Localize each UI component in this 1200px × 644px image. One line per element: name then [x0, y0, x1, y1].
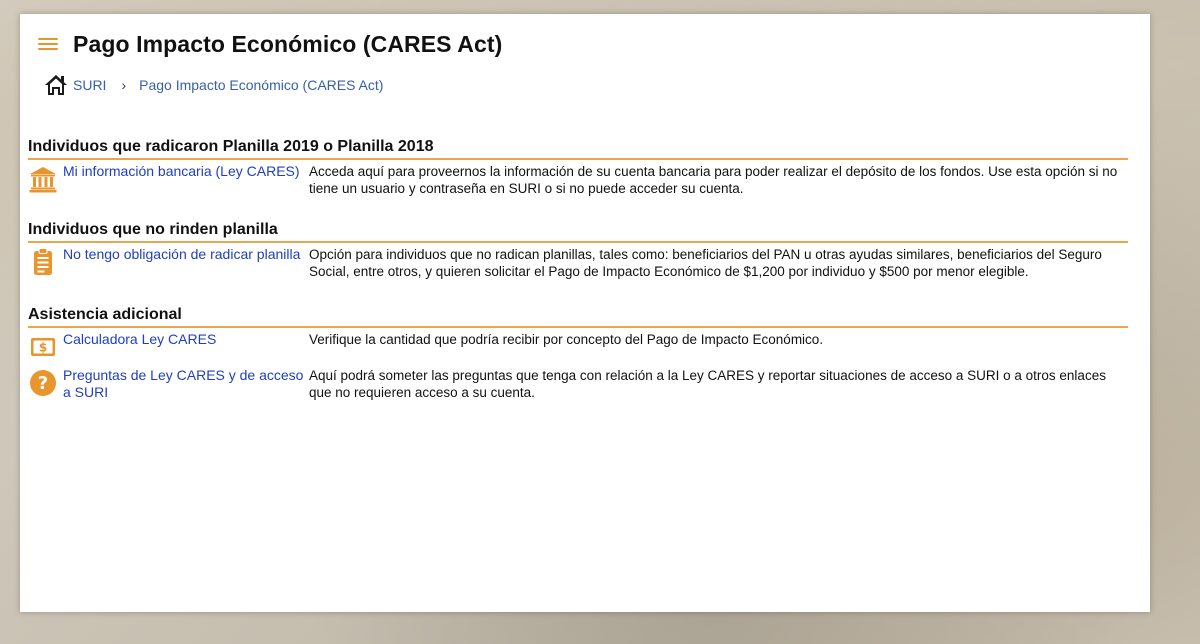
bank-info-description: Acceda aquí para proveernos la información de su cuenta bancaria para poder realizar el depósito de los fondos. Use esta opción si no tiene un usuario y contraseña en SURI o si no puede acceder su cuenta. [309, 164, 1118, 196]
section-title: Individuos que radicaron Planilla 2019 o Planilla 2018 [28, 136, 1128, 160]
svg-text:?: ? [37, 373, 49, 394]
clipboard-icon [28, 247, 58, 277]
no-filing-obligation-link[interactable]: No tengo obligación de radicar planilla [63, 246, 301, 262]
section-title: Asistencia adicional [28, 304, 1128, 328]
list-item [28, 160, 1128, 197]
section-filed-returns [28, 136, 1128, 197]
bank-icon [28, 164, 58, 194]
cares-questions-link[interactable]: Preguntas de Ley CARES y de acceso a SURI [63, 367, 304, 400]
no-filing-obligation-description: Opción para individuos que no radican planillas, tales como: beneficiarios del PAN u otras ayudas similares, beneficiarios del Seguro Social, entre otros, y quieren solicitar el Pago de Impacto Económico de $1,200 por individuo y $500 por menor elegible. [309, 247, 1102, 279]
question-icon [28, 368, 58, 398]
bank-info-link[interactable]: Mi información bancaria (Ley CARES) [63, 163, 300, 179]
main-card [20, 14, 1150, 612]
breadcrumb-current: Pago Impacto Económico (CARES Act) [139, 77, 384, 93]
cares-calculator-description: Verifique la cantidad que podría recibir por concepto del Pago de Impacto Económico. [309, 332, 824, 347]
svg-text:$: $ [38, 340, 48, 355]
section-additional-assistance [28, 304, 1128, 401]
breadcrumb-home-link[interactable]: SURI [73, 77, 107, 93]
list-item [28, 243, 1128, 280]
dollar-icon [28, 332, 58, 362]
cares-questions-description: Aquí podrá someter las preguntas que tenga con relación a la Ley CARES y reportar situaciones de acceso a SURI o a otros enlaces que no requieren acceso a su cuenta. [309, 368, 1106, 400]
cares-calculator-link[interactable]: Calculadora Ley CARES [63, 331, 217, 347]
list-item [28, 364, 1128, 401]
page-title: Pago Impacto Económico (CARES Act) [73, 30, 503, 57]
breadcrumb [44, 74, 383, 96]
home-icon[interactable] [44, 74, 68, 96]
section-non-filers [28, 219, 1128, 280]
list-item [28, 328, 1128, 362]
hamburger-menu-icon[interactable] [38, 36, 58, 52]
page-header [38, 24, 502, 64]
breadcrumb-separator: › [121, 77, 127, 93]
section-title: Individuos que no rinden planilla [28, 219, 1128, 243]
